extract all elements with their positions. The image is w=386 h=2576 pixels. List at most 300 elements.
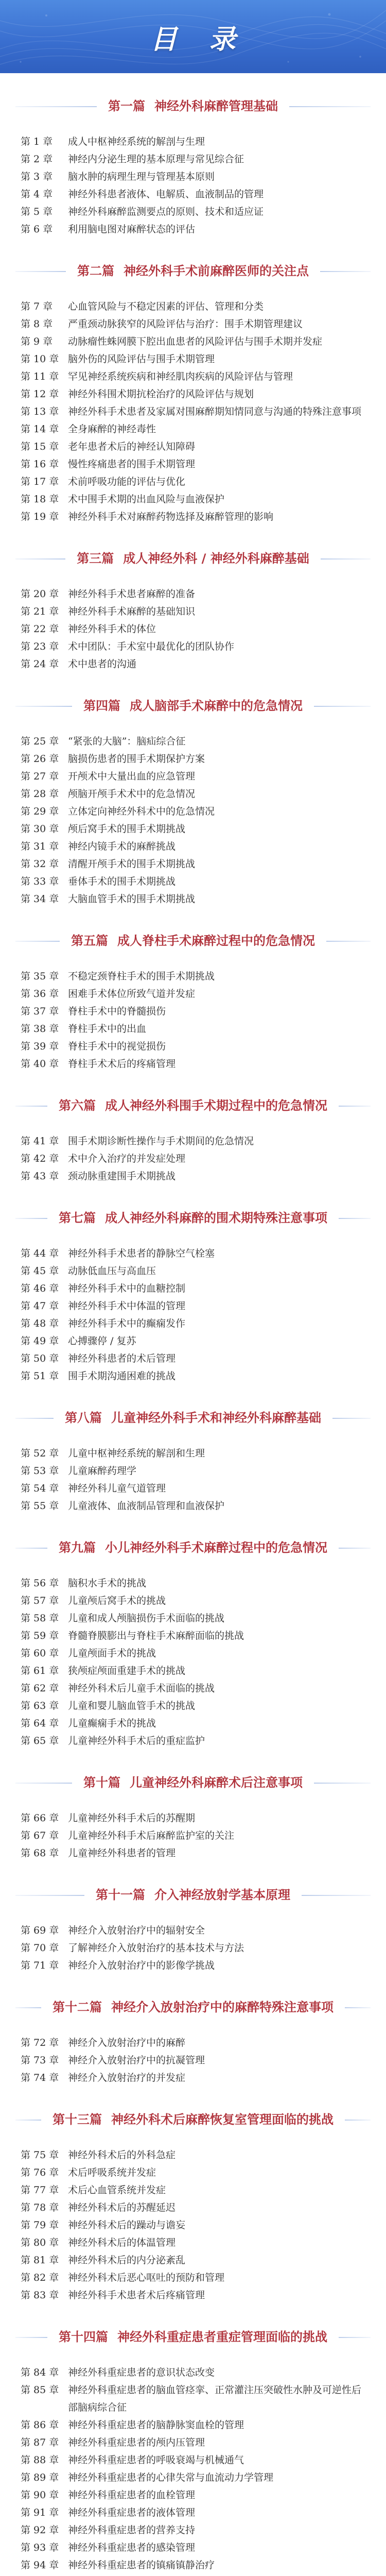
part-number: 第二篇 xyxy=(77,264,114,279)
chapter-number: 第 51 章 xyxy=(21,1370,59,1382)
chapter-item[interactable] xyxy=(0,2181,386,2199)
chapter-item[interactable] xyxy=(0,1809,386,1827)
divider-line xyxy=(314,1783,371,1784)
chapter-title: 术前呼吸功能的评估与优化 xyxy=(68,476,186,487)
part-number: 第四篇 xyxy=(83,699,120,714)
part-title-text: 成人神经外科围手术期过程中的危急情况 xyxy=(105,1098,327,1113)
chapter-item[interactable] xyxy=(0,985,386,1003)
divider-line xyxy=(15,2120,41,2121)
part-number: 第十四篇 xyxy=(59,2330,108,2345)
chapter-title: 儿童麻醉药理学 xyxy=(68,1465,137,1477)
chapter-item[interactable] xyxy=(0,768,386,785)
chapter-title: 神经外科术后儿童手术面临的挑战 xyxy=(68,1683,215,1694)
chapter-title: 颈动脉重建围手术期挑战 xyxy=(68,1171,176,1182)
chapter-item[interactable] xyxy=(0,1280,386,1297)
part-title[interactable] xyxy=(66,263,320,279)
chapter-number: 第 61 章 xyxy=(21,1665,59,1676)
chapter-number: 第 6 章 xyxy=(21,224,53,235)
chapter-number: 第 90 章 xyxy=(21,2489,59,2501)
chapter-item[interactable] xyxy=(0,1297,386,1315)
chapter-item[interactable] xyxy=(0,2434,386,2451)
divider-line xyxy=(15,1783,72,1784)
chapter-item[interactable] xyxy=(0,168,386,185)
part-title[interactable] xyxy=(41,2112,345,2128)
chapter-item[interactable] xyxy=(0,585,386,603)
chapter-title: 儿童神经外科手术后的苏醒期 xyxy=(68,1812,196,1824)
chapter-number: 第 2 章 xyxy=(21,154,53,165)
chapter-title: 颅后窝手术的围手术期挑战 xyxy=(68,823,186,835)
divider-line xyxy=(15,558,65,560)
chapter-item[interactable] xyxy=(0,873,386,890)
chapter-number: 第 58 章 xyxy=(21,1613,59,1624)
chapter-item[interactable] xyxy=(0,638,386,655)
chapter-title: 神经介入放射治疗中的辐射安全 xyxy=(68,1925,205,1936)
chapter-title: 神经外科术后恶心呕吐的预防和管理 xyxy=(68,2272,225,2283)
chapter-item[interactable] xyxy=(0,890,386,908)
chapter-item[interactable] xyxy=(0,2069,386,2087)
chapter-title: 神经外科患者液体、电解质、血液制品的管理 xyxy=(68,189,264,200)
chapter-number: 第 11 章 xyxy=(21,371,59,382)
chapter-item[interactable] xyxy=(0,1827,386,1844)
chapter-number: 第 39 章 xyxy=(21,1041,59,1052)
chapter-item[interactable] xyxy=(0,1245,386,1262)
chapter-title: 神经外科手术患者及家属对围麻醉期知情同意与沟通的特殊注意事项 xyxy=(68,406,362,417)
chapter-number: 第 87 章 xyxy=(21,2437,59,2448)
chapter-title: 儿童神经外科手术后麻醉监护室的关注 xyxy=(68,1830,235,1841)
chapter-number: 第 18 章 xyxy=(21,494,59,505)
chapter-number: 第 23 章 xyxy=(21,641,59,652)
part-section xyxy=(0,1534,386,1750)
chapter-title: 神经外科重症患者的营养支持 xyxy=(68,2524,196,2536)
chapter-item[interactable] xyxy=(0,1055,386,1073)
chapter-number: 第 32 章 xyxy=(21,858,59,870)
chapter-title: 不稳定颈脊柱手术的围手术期挑战 xyxy=(68,971,215,982)
chapter-title xyxy=(68,2574,367,2576)
chapter-title: 神经外科手术患者的静脉空气栓塞 xyxy=(68,1248,215,1259)
chapter-number: 第 36 章 xyxy=(21,988,59,999)
chapter-item[interactable] xyxy=(0,1038,386,1055)
chapter-title: 神经外科重症患者的感染管理 xyxy=(68,2542,196,2553)
chapter-title: 儿童癫痫手术的挑战 xyxy=(68,1718,156,1729)
chapter-item[interactable] xyxy=(0,2556,386,2574)
part-title[interactable] xyxy=(65,551,320,567)
chapter-item[interactable] xyxy=(0,1627,386,1645)
chapter-item[interactable] xyxy=(0,1844,386,1862)
chapter-item[interactable] xyxy=(0,2381,386,2416)
part-number: 第八篇 xyxy=(65,1411,102,1426)
chapter-number: 第 13 章 xyxy=(21,406,59,417)
chapter-item[interactable] xyxy=(0,1922,386,1939)
chapter-title: 神经外科手术的体位 xyxy=(68,623,156,635)
chapter-item[interactable] xyxy=(0,1462,386,1480)
part-number: 第六篇 xyxy=(59,1098,96,1113)
chapter-title: 围手术期诊断性操作与手术期间的危急情况 xyxy=(68,1136,254,1147)
part-header xyxy=(0,1882,386,1909)
divider-line xyxy=(15,1548,47,1549)
divider-line xyxy=(321,558,371,560)
chapter-number: 第 65 章 xyxy=(21,1735,59,1747)
chapter-title: 脑外伤的风险评估与围手术期管理 xyxy=(68,353,215,365)
chapter-number: 第 73 章 xyxy=(21,2055,59,2066)
chapter-item[interactable] xyxy=(0,620,386,638)
chapter-title: 神经介入放射治疗中的影像学挑战 xyxy=(68,1960,215,1971)
chapter-number: 第 42 章 xyxy=(21,1153,59,1164)
chapter-title: 神经外科术后的苏醒延迟 xyxy=(68,2202,176,2213)
chapter-title: 神经外科手术中的癫痫发作 xyxy=(68,1318,186,1329)
chapter-title: 大脑血管手术的围手术期挑战 xyxy=(68,893,196,905)
chapter-item[interactable] xyxy=(0,2146,386,2164)
chapter-title: “紧张的大脑”：脑疝综合征 xyxy=(68,736,186,747)
chapter-title: 神经外科重症患者的心律失常与血流动力学管理 xyxy=(68,2472,274,2483)
chapter-item[interactable] xyxy=(0,368,386,385)
chapter-item[interactable] xyxy=(0,2486,386,2504)
chapter-item[interactable] xyxy=(0,221,386,238)
chapter-number: 第 44 章 xyxy=(21,1248,59,1259)
chapter-title: 儿童神经外科手术后的重症监护 xyxy=(68,1735,205,1747)
chapter-item[interactable] xyxy=(0,2364,386,2381)
chapter-title: 术后呼吸系统并发症 xyxy=(68,2167,156,2178)
chapter-number: 第 80 章 xyxy=(21,2237,59,2248)
part-title-text: 神经外科术后麻醉恢复室管理面临的挑战 xyxy=(111,2112,334,2127)
chapter-item[interactable] xyxy=(0,2416,386,2434)
divider-line xyxy=(339,1106,371,1107)
chapter-item[interactable] xyxy=(0,1732,386,1750)
chapter-item[interactable] xyxy=(0,2574,386,2576)
chapter-item[interactable] xyxy=(0,1445,386,1462)
chapter-title: 神经外科手术中的血糖控制 xyxy=(68,1283,186,1294)
chapter-number: 第 70 章 xyxy=(21,1942,59,1954)
chapter-number: 第 53 章 xyxy=(21,1465,59,1477)
chapter-number: 第 3 章 xyxy=(21,171,53,182)
chapter-item[interactable] xyxy=(0,803,386,820)
chapter-number: 第 77 章 xyxy=(21,2184,59,2196)
chapter-item[interactable] xyxy=(0,1715,386,1732)
part-header xyxy=(0,692,386,720)
chapter-item[interactable] xyxy=(0,1003,386,1020)
chapter-title: 罕见神经系统疾病和神经肌肉疾病的风险评估与管理 xyxy=(68,371,293,382)
chapter-title: 神经外科重症患者的镇痛镇静治疗 xyxy=(68,2560,215,2571)
chapter-number: 第 41 章 xyxy=(21,1136,59,1147)
chapter-title: 儿童颅面手术的挑战 xyxy=(68,1648,156,1659)
part-title[interactable] xyxy=(60,933,326,949)
chapter-number: 第 27 章 xyxy=(21,771,59,782)
chapter-item[interactable] xyxy=(0,1480,386,1497)
chapter-item[interactable] xyxy=(0,150,386,168)
chapter-title: 脑积水手术的挑战 xyxy=(68,1578,147,1589)
chapter-title: 神经外科重症患者的脑静脉窦血栓的管理 xyxy=(68,2419,244,2431)
chapter-title: 心血管风险与不稳定因素的评估、管理和分类 xyxy=(68,301,264,312)
chapter-item[interactable] xyxy=(0,2034,386,2052)
chapter-title: 神经介入放射治疗中的麻醉 xyxy=(68,2037,186,2048)
chapter-item[interactable] xyxy=(0,1645,386,1662)
chapter-item[interactable] xyxy=(0,2269,386,2286)
chapter-item[interactable] xyxy=(0,603,386,620)
chapter-item[interactable] xyxy=(0,298,386,315)
chapter-item[interactable] xyxy=(0,420,386,438)
chapter-item[interactable] xyxy=(0,2504,386,2521)
chapter-title: 神经外科儿童气道管理 xyxy=(68,1483,166,1494)
chapter-title: 立体定向神经外科术中的危急情况 xyxy=(68,806,215,817)
part-header xyxy=(0,2106,386,2134)
chapter-number: 第 47 章 xyxy=(21,1300,59,1312)
chapter-item[interactable] xyxy=(0,1150,386,1167)
chapter-item[interactable] xyxy=(0,2286,386,2304)
part-section xyxy=(0,2106,386,2304)
part-section xyxy=(0,1882,386,1974)
chapter-number: 第 45 章 xyxy=(21,1265,59,1277)
chapter-item[interactable] xyxy=(0,2521,386,2539)
chapter-number: 第 68 章 xyxy=(21,1848,59,1859)
divider-line xyxy=(15,1106,47,1107)
part-title-text: 神经介入放射治疗中的麻醉特殊注意事项 xyxy=(111,2000,334,2015)
part-header xyxy=(0,93,386,121)
chapter-number: 第 17 章 xyxy=(21,476,59,487)
chapter-title: 神经介入放射治疗中的抗凝管理 xyxy=(68,2055,205,2066)
chapter-title: 狭颅症颅面重建手术的挑战 xyxy=(68,1665,186,1676)
part-title[interactable] xyxy=(72,698,314,714)
chapter-item[interactable] xyxy=(0,473,386,490)
page-title: 目 录 xyxy=(150,24,248,55)
chapter-item[interactable] xyxy=(0,333,386,350)
chapter-item[interactable] xyxy=(0,1609,386,1627)
chapter-item[interactable] xyxy=(0,490,386,508)
chapter-number: 第 85 章 xyxy=(21,2384,59,2396)
chapter-number: 第 10 章 xyxy=(21,353,59,365)
part-number: 第九篇 xyxy=(59,1540,96,1555)
part-title-text: 成人神经外科麻醉的围术期特殊注意事项 xyxy=(105,1211,327,1226)
part-section xyxy=(0,93,386,238)
chapter-item[interactable] xyxy=(0,315,386,333)
chapter-item[interactable] xyxy=(0,1680,386,1697)
chapter-title: 脑损伤患者的围手术期保护方案 xyxy=(68,753,205,765)
chapter-item[interactable] xyxy=(0,203,386,221)
chapter-number: 第 56 章 xyxy=(21,1578,59,1589)
part-header xyxy=(0,2324,386,2351)
part-number: 第一篇 xyxy=(108,99,145,114)
chapter-number: 第 72 章 xyxy=(21,2037,59,2048)
chapter-item[interactable] xyxy=(0,2216,386,2234)
chapter-number: 第 37 章 xyxy=(21,1006,59,1017)
chapter-item[interactable] xyxy=(0,2451,386,2469)
chapter-item[interactable] xyxy=(0,403,386,420)
chapter-number: 第 83 章 xyxy=(21,2290,59,2301)
chapter-number: 第 5 章 xyxy=(21,206,53,217)
chapter-title: 神经外科围术期抗栓治疗的风险评估与规划 xyxy=(68,388,254,400)
chapter-number: 第 54 章 xyxy=(21,1483,59,1494)
chapter-title: 儿童液体、血液制品管理和血液保护 xyxy=(68,1500,225,1512)
chapter-item[interactable] xyxy=(0,1350,386,1367)
chapter-number: 第 1 章 xyxy=(21,136,53,147)
chapter-number: 第 52 章 xyxy=(21,1448,59,1459)
chapter-item[interactable] xyxy=(0,1262,386,1280)
chapter-title: 心搏骤停 / 复苏 xyxy=(68,1335,136,1347)
part-section xyxy=(0,1769,386,1862)
chapter-number: 第 75 章 xyxy=(21,2149,59,2161)
chapter-number xyxy=(21,2574,68,2576)
chapter-title: 神经外科重症患者的液体管理 xyxy=(68,2507,196,2518)
chapter-item[interactable] xyxy=(0,1332,386,1350)
chapter-title: 神经内镜手术的麻醉挑战 xyxy=(68,841,176,852)
chapter-item[interactable] xyxy=(0,1592,386,1609)
chapter-item[interactable] xyxy=(0,185,386,203)
part-header xyxy=(0,545,386,573)
chapter-item[interactable] xyxy=(0,1497,386,1515)
chapter-item[interactable] xyxy=(0,733,386,750)
chapter-item[interactable] xyxy=(0,133,386,150)
part-section xyxy=(0,1205,386,1385)
part-number: 第十篇 xyxy=(83,1775,120,1790)
chapter-item[interactable] xyxy=(0,2164,386,2181)
chapter-number: 第 4 章 xyxy=(21,189,53,200)
part-header xyxy=(0,1994,386,2022)
chapter-item[interactable] xyxy=(0,385,386,403)
chapter-title: 神经外科重症患者的颅内压管理 xyxy=(68,2437,205,2448)
chapter-item[interactable] xyxy=(0,1574,386,1592)
part-header xyxy=(0,927,386,955)
chapter-item[interactable] xyxy=(0,2251,386,2269)
chapter-number: 第 16 章 xyxy=(21,459,59,470)
chapter-title: 神经外科术后的内分泌紊乱 xyxy=(68,2255,186,2266)
chapter-number: 第 14 章 xyxy=(21,423,59,435)
chapter-number: 第 35 章 xyxy=(21,971,59,982)
chapter-number: 第 74 章 xyxy=(21,2072,59,2083)
chapter-number: 第 69 章 xyxy=(21,1925,59,1936)
chapter-number: 第 7 章 xyxy=(21,301,53,312)
divider-line xyxy=(320,271,371,272)
chapter-title: 神经外科术后的外科急症 xyxy=(68,2149,176,2161)
part-title[interactable] xyxy=(47,1540,339,1556)
chapter-item[interactable] xyxy=(0,508,386,526)
chapter-number: 第 9 章 xyxy=(21,336,53,347)
part-header xyxy=(0,1205,386,1232)
chapter-title: 慢性疼痛患者的围手术期管理 xyxy=(68,459,196,470)
divider-line xyxy=(339,2337,371,2338)
part-title[interactable] xyxy=(47,2329,339,2345)
part-header xyxy=(0,1404,386,1432)
part-section xyxy=(0,2324,386,2576)
divider-line xyxy=(15,2007,41,2008)
chapter-item[interactable] xyxy=(0,2469,386,2486)
chapter-title: 术后心血管系统并发症 xyxy=(68,2184,166,2196)
chapter-item[interactable] xyxy=(0,1697,386,1715)
chapter-title: 神经外科患者的术后管理 xyxy=(68,1353,176,1364)
chapter-title: 神经外科手术患者术后疼痛管理 xyxy=(68,2290,205,2301)
chapter-item[interactable] xyxy=(0,1939,386,1957)
chapter-item[interactable] xyxy=(0,2234,386,2251)
chapter-item[interactable] xyxy=(0,1957,386,1974)
chapter-item[interactable] xyxy=(0,1662,386,1680)
part-title-text: 儿童神经外科麻醉术后注意事项 xyxy=(130,1775,303,1790)
chapter-item[interactable] xyxy=(0,2539,386,2556)
divider-line xyxy=(15,106,97,107)
chapter-title: 严重颈动脉狭窄的风险评估与治疗：围手术期管理建议 xyxy=(68,318,303,330)
part-title-text: 儿童神经外科手术和神经外科麻醉基础 xyxy=(111,1411,321,1426)
chapter-title: 困难手术体位所致气道并发症 xyxy=(68,988,196,999)
chapter-item[interactable] xyxy=(0,1020,386,1038)
chapter-item[interactable] xyxy=(0,968,386,985)
part-title[interactable] xyxy=(47,1210,339,1226)
part-title-text: 成人脑部手术麻醉中的危急情况 xyxy=(130,699,303,714)
chapter-item[interactable] xyxy=(0,855,386,873)
chapter-number: 第 60 章 xyxy=(21,1648,59,1659)
part-title[interactable] xyxy=(47,1098,339,1114)
chapter-title: 全身麻醉的神经毒性 xyxy=(68,423,156,435)
chapter-title: 儿童和成人颅脑损伤手术面临的挑战 xyxy=(68,1613,225,1624)
chapter-number: 第 28 章 xyxy=(21,788,59,800)
chapter-number: 第 25 章 xyxy=(21,736,59,747)
part-number: 第五篇 xyxy=(71,934,108,948)
chapter-item[interactable] xyxy=(0,1132,386,1150)
chapter-item[interactable] xyxy=(0,438,386,455)
part-title[interactable] xyxy=(97,98,289,114)
chapter-item[interactable] xyxy=(0,820,386,838)
divider-line xyxy=(326,941,371,942)
part-title-text: 神经外科手术前麻醉医师的关注点 xyxy=(124,264,309,279)
part-title[interactable] xyxy=(54,1410,332,1426)
chapter-item[interactable] xyxy=(0,785,386,803)
header-banner xyxy=(0,0,386,73)
chapter-item[interactable] xyxy=(0,1167,386,1185)
chapter-number: 第 8 章 xyxy=(21,318,53,330)
part-title[interactable] xyxy=(41,1999,345,2015)
part-title-text: 成人脊柱手术麻醉过程中的危急情况 xyxy=(117,934,315,948)
chapter-title: 儿童和婴儿脑血管手术的挑战 xyxy=(68,1700,196,1711)
chapter-title: 儿童中枢神经系统的解剖和生理 xyxy=(68,1448,205,1459)
chapter-number: 第 91 章 xyxy=(21,2507,59,2518)
chapter-number: 第 57 章 xyxy=(21,1595,59,1606)
part-header xyxy=(0,1769,386,1797)
divider-line xyxy=(332,1418,371,1419)
chapter-item[interactable] xyxy=(0,838,386,855)
part-title-text: 介入神经放射学基本原理 xyxy=(154,1888,290,1903)
chapter-number: 第 71 章 xyxy=(21,1960,59,1971)
divider-line xyxy=(345,2120,371,2121)
chapter-item[interactable] xyxy=(0,1315,386,1332)
chapter-title: 神经介入放射治疗的并发症 xyxy=(68,2072,186,2083)
chapter-number: 第 12 章 xyxy=(21,388,59,400)
part-section xyxy=(0,1994,386,2087)
chapter-title: 脊柱手术术后的疼痛管理 xyxy=(68,1058,176,1070)
chapter-item[interactable] xyxy=(0,2052,386,2069)
part-title-text: 神经外科麻醉管理基础 xyxy=(154,99,278,114)
part-section xyxy=(0,1092,386,1185)
chapter-item[interactable] xyxy=(0,455,386,473)
part-title[interactable] xyxy=(72,1775,314,1791)
divider-line xyxy=(339,1218,371,1219)
chapter-item[interactable] xyxy=(0,750,386,768)
part-title-text: 成人神经外科 / 神经外科麻醉基础 xyxy=(123,551,309,566)
chapter-title: 神经外科手术中体温的管理 xyxy=(68,1300,186,1312)
chapter-title: 利用脑电图对麻醉状态的评估 xyxy=(68,224,196,235)
part-title[interactable] xyxy=(84,1887,302,1903)
chapter-number: 第 84 章 xyxy=(21,2367,59,2378)
chapter-item[interactable] xyxy=(0,2199,386,2216)
chapter-item[interactable] xyxy=(0,350,386,368)
chapter-item[interactable] xyxy=(0,655,386,673)
chapter-title: 术中患者的沟通 xyxy=(68,658,137,670)
chapter-number: 第 93 章 xyxy=(21,2542,59,2553)
divider-line xyxy=(314,706,371,707)
part-section xyxy=(0,1404,386,1515)
chapter-number: 第 31 章 xyxy=(21,841,59,852)
part-number: 第三篇 xyxy=(77,551,114,566)
divider-line xyxy=(339,1548,371,1549)
chapter-item[interactable] xyxy=(0,1367,386,1385)
chapter-number: 第 86 章 xyxy=(21,2419,59,2431)
chapter-number: 第 92 章 xyxy=(21,2524,59,2536)
chapter-title: 术中介入治疗的并发症处理 xyxy=(68,1153,186,1164)
chapter-title: 神经外科手术对麻醉药物选择及麻醉管理的影响 xyxy=(68,511,274,522)
